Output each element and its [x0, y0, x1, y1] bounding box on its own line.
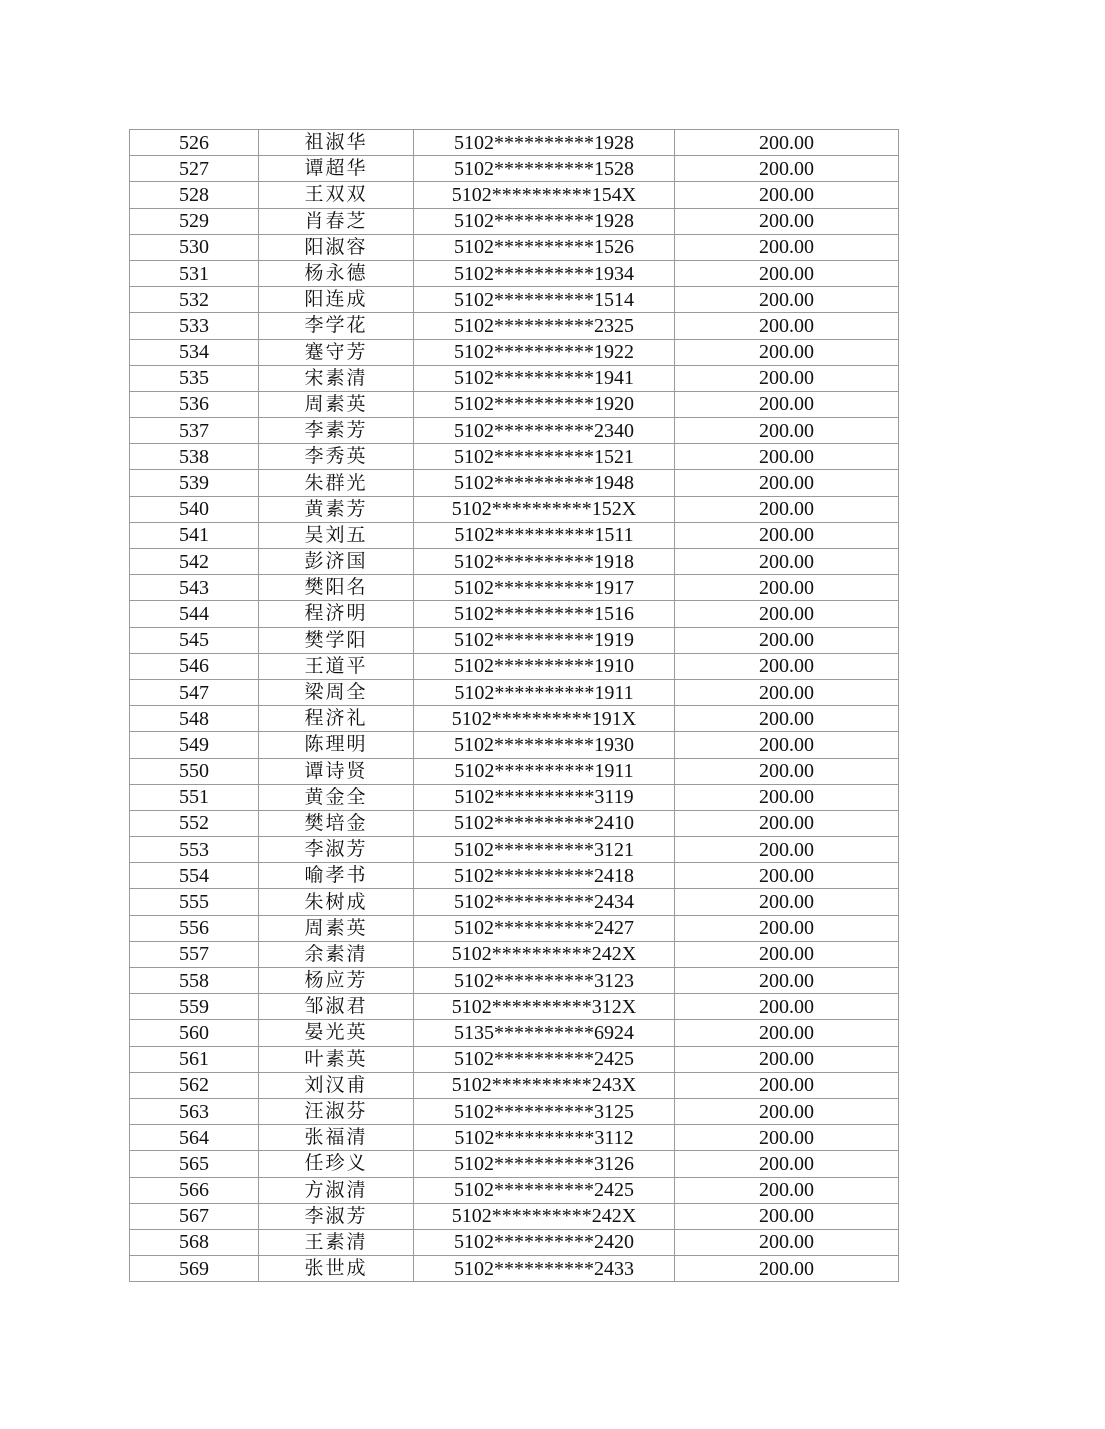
id-number-cell: 5102**********1526: [414, 234, 675, 260]
id-number-cell: 5102**********1911: [414, 679, 675, 705]
name-cell: 王道平: [259, 653, 414, 679]
amount-cell: 200.00: [675, 470, 899, 496]
id-number-cell: 5102**********1911: [414, 758, 675, 784]
table-row: [130, 470, 899, 496]
name-cell: 吴刘五: [259, 522, 414, 548]
id-number-cell: 5102**********1511: [414, 522, 675, 548]
id-number-cell: 5102**********3119: [414, 784, 675, 810]
table-row: [130, 365, 899, 391]
id-number-cell: 5102**********1919: [414, 627, 675, 653]
id-number-cell: 5102**********242X: [414, 941, 675, 967]
name-cell: 杨应芳: [259, 968, 414, 994]
table-row: [130, 653, 899, 679]
table-row: [130, 863, 899, 889]
amount-cell: 200.00: [675, 732, 899, 758]
name-cell: 叶素英: [259, 1046, 414, 1072]
table-row: [130, 784, 899, 810]
row-number-cell: 562: [130, 1072, 259, 1098]
roster-table: [129, 129, 899, 1282]
table-row: [130, 994, 899, 1020]
name-cell: 樊培金: [259, 810, 414, 836]
table-row: [130, 732, 899, 758]
name-cell: 祖淑华: [259, 130, 414, 156]
table-row: [130, 1203, 899, 1229]
table-row: [130, 1151, 899, 1177]
amount-cell: 200.00: [675, 496, 899, 522]
name-cell: 李淑芳: [259, 837, 414, 863]
name-cell: 彭济国: [259, 549, 414, 575]
row-number-cell: 556: [130, 915, 259, 941]
table-row: [130, 444, 899, 470]
id-number-cell: 5102**********3112: [414, 1125, 675, 1151]
name-cell: 樊阳名: [259, 575, 414, 601]
name-cell: 任珍义: [259, 1151, 414, 1177]
row-number-cell: 568: [130, 1229, 259, 1255]
id-number-cell: 5102**********1528: [414, 156, 675, 182]
table-row: [130, 627, 899, 653]
row-number-cell: 549: [130, 732, 259, 758]
table-row: [130, 1256, 899, 1282]
row-number-cell: 555: [130, 889, 259, 915]
amount-cell: 200.00: [675, 130, 899, 156]
table-row: [130, 810, 899, 836]
id-number-cell: 5135**********6924: [414, 1020, 675, 1046]
table-row: [130, 1020, 899, 1046]
row-number-cell: 547: [130, 679, 259, 705]
amount-cell: 200.00: [675, 365, 899, 391]
id-number-cell: 5102**********242X: [414, 1203, 675, 1229]
name-cell: 谭诗贤: [259, 758, 414, 784]
amount-cell: 200.00: [675, 679, 899, 705]
id-number-cell: 5102**********1917: [414, 575, 675, 601]
row-number-cell: 569: [130, 1256, 259, 1282]
amount-cell: 200.00: [675, 391, 899, 417]
amount-cell: 200.00: [675, 653, 899, 679]
name-cell: 宋素清: [259, 365, 414, 391]
id-number-cell: 5102**********1928: [414, 130, 675, 156]
row-number-cell: 551: [130, 784, 259, 810]
name-cell: 刘汉甫: [259, 1072, 414, 1098]
id-number-cell: 5102**********1521: [414, 444, 675, 470]
table-row: [130, 418, 899, 444]
row-number-cell: 548: [130, 706, 259, 732]
name-cell: 杨永德: [259, 260, 414, 286]
amount-cell: 200.00: [675, 313, 899, 339]
row-number-cell: 564: [130, 1125, 259, 1151]
id-number-cell: 5102**********2420: [414, 1229, 675, 1255]
name-cell: 蹇守芳: [259, 339, 414, 365]
row-number-cell: 538: [130, 444, 259, 470]
id-number-cell: 5102**********312X: [414, 994, 675, 1020]
row-number-cell: 543: [130, 575, 259, 601]
table-row: [130, 1177, 899, 1203]
id-number-cell: 5102**********152X: [414, 496, 675, 522]
row-number-cell: 531: [130, 260, 259, 286]
row-number-cell: 550: [130, 758, 259, 784]
id-number-cell: 5102**********3125: [414, 1098, 675, 1124]
amount-cell: 200.00: [675, 601, 899, 627]
name-cell: 阳淑容: [259, 234, 414, 260]
name-cell: 樊学阳: [259, 627, 414, 653]
table-row: [130, 182, 899, 208]
table-row: [130, 1125, 899, 1151]
amount-cell: 200.00: [675, 1256, 899, 1282]
table-row: [130, 941, 899, 967]
amount-cell: 200.00: [675, 627, 899, 653]
row-number-cell: 566: [130, 1177, 259, 1203]
amount-cell: 200.00: [675, 1098, 899, 1124]
id-number-cell: 5102**********2433: [414, 1256, 675, 1282]
name-cell: 李素芳: [259, 418, 414, 444]
row-number-cell: 530: [130, 234, 259, 260]
row-number-cell: 539: [130, 470, 259, 496]
amount-cell: 200.00: [675, 444, 899, 470]
table-row: [130, 156, 899, 182]
name-cell: 谭超华: [259, 156, 414, 182]
id-number-cell: 5102**********3123: [414, 968, 675, 994]
row-number-cell: 537: [130, 418, 259, 444]
amount-cell: 200.00: [675, 758, 899, 784]
row-number-cell: 542: [130, 549, 259, 575]
id-number-cell: 5102**********1920: [414, 391, 675, 417]
name-cell: 梁周全: [259, 679, 414, 705]
table-row: [130, 1229, 899, 1255]
table-row: [130, 234, 899, 260]
id-number-cell: 5102**********154X: [414, 182, 675, 208]
table-row: [130, 496, 899, 522]
amount-cell: 200.00: [675, 968, 899, 994]
name-cell: 周素英: [259, 915, 414, 941]
id-number-cell: 5102**********1941: [414, 365, 675, 391]
table-row: [130, 575, 899, 601]
row-number-cell: 558: [130, 968, 259, 994]
amount-cell: 200.00: [675, 575, 899, 601]
name-cell: 李淑芳: [259, 1203, 414, 1229]
amount-cell: 200.00: [675, 1046, 899, 1072]
amount-cell: 200.00: [675, 1229, 899, 1255]
id-number-cell: 5102**********2434: [414, 889, 675, 915]
amount-cell: 200.00: [675, 549, 899, 575]
amount-cell: 200.00: [675, 863, 899, 889]
id-number-cell: 5102**********1514: [414, 287, 675, 313]
name-cell: 余素清: [259, 941, 414, 967]
name-cell: 阳连成: [259, 287, 414, 313]
row-number-cell: 540: [130, 496, 259, 522]
row-number-cell: 561: [130, 1046, 259, 1072]
row-number-cell: 553: [130, 837, 259, 863]
amount-cell: 200.00: [675, 522, 899, 548]
name-cell: 李秀英: [259, 444, 414, 470]
row-number-cell: 526: [130, 130, 259, 156]
amount-cell: 200.00: [675, 784, 899, 810]
table-row: [130, 339, 899, 365]
table-row: [130, 679, 899, 705]
table-row: [130, 837, 899, 863]
id-number-cell: 5102**********1930: [414, 732, 675, 758]
id-number-cell: 5102**********3126: [414, 1151, 675, 1177]
amount-cell: 200.00: [675, 810, 899, 836]
row-number-cell: 563: [130, 1098, 259, 1124]
table-row: [130, 391, 899, 417]
name-cell: 张世成: [259, 1256, 414, 1282]
id-number-cell: 5102**********1928: [414, 208, 675, 234]
id-number-cell: 5102**********3121: [414, 837, 675, 863]
name-cell: 王素清: [259, 1229, 414, 1255]
name-cell: 周素英: [259, 391, 414, 417]
id-number-cell: 5102**********191X: [414, 706, 675, 732]
amount-cell: 200.00: [675, 208, 899, 234]
id-number-cell: 5102**********1948: [414, 470, 675, 496]
id-number-cell: 5102**********2427: [414, 915, 675, 941]
table-row: [130, 968, 899, 994]
name-cell: 李学花: [259, 313, 414, 339]
amount-cell: 200.00: [675, 1020, 899, 1046]
id-number-cell: 5102**********2425: [414, 1177, 675, 1203]
name-cell: 喻孝书: [259, 863, 414, 889]
table-row: [130, 260, 899, 286]
row-number-cell: 565: [130, 1151, 259, 1177]
table-row: [130, 601, 899, 627]
id-number-cell: 5102**********1516: [414, 601, 675, 627]
row-number-cell: 552: [130, 810, 259, 836]
row-number-cell: 557: [130, 941, 259, 967]
table-row: [130, 1072, 899, 1098]
table-row: [130, 758, 899, 784]
amount-cell: 200.00: [675, 941, 899, 967]
id-number-cell: 5102**********2340: [414, 418, 675, 444]
row-number-cell: 546: [130, 653, 259, 679]
amount-cell: 200.00: [675, 287, 899, 313]
id-number-cell: 5102**********1922: [414, 339, 675, 365]
name-cell: 朱群光: [259, 470, 414, 496]
row-number-cell: 529: [130, 208, 259, 234]
name-cell: 方淑清: [259, 1177, 414, 1203]
table-row: [130, 287, 899, 313]
name-cell: 黄素芳: [259, 496, 414, 522]
id-number-cell: 5102**********1934: [414, 260, 675, 286]
amount-cell: 200.00: [675, 182, 899, 208]
amount-cell: 200.00: [675, 1125, 899, 1151]
row-number-cell: 545: [130, 627, 259, 653]
row-number-cell: 554: [130, 863, 259, 889]
name-cell: 汪淑芬: [259, 1098, 414, 1124]
name-cell: 陈理明: [259, 732, 414, 758]
row-number-cell: 534: [130, 339, 259, 365]
table-row: [130, 313, 899, 339]
amount-cell: 200.00: [675, 260, 899, 286]
row-number-cell: 544: [130, 601, 259, 627]
id-number-cell: 5102**********2425: [414, 1046, 675, 1072]
name-cell: 程济明: [259, 601, 414, 627]
table-row: [130, 208, 899, 234]
row-number-cell: 567: [130, 1203, 259, 1229]
amount-cell: 200.00: [675, 915, 899, 941]
row-number-cell: 527: [130, 156, 259, 182]
id-number-cell: 5102**********1910: [414, 653, 675, 679]
amount-cell: 200.00: [675, 156, 899, 182]
id-number-cell: 5102**********1918: [414, 549, 675, 575]
row-number-cell: 533: [130, 313, 259, 339]
row-number-cell: 559: [130, 994, 259, 1020]
amount-cell: 200.00: [675, 837, 899, 863]
row-number-cell: 535: [130, 365, 259, 391]
table-row: [130, 1098, 899, 1124]
row-number-cell: 536: [130, 391, 259, 417]
name-cell: 朱树成: [259, 889, 414, 915]
amount-cell: 200.00: [675, 1203, 899, 1229]
amount-cell: 200.00: [675, 706, 899, 732]
table-row: [130, 1046, 899, 1072]
id-number-cell: 5102**********2418: [414, 863, 675, 889]
name-cell: 张福清: [259, 1125, 414, 1151]
amount-cell: 200.00: [675, 1072, 899, 1098]
row-number-cell: 541: [130, 522, 259, 548]
name-cell: 王双双: [259, 182, 414, 208]
row-number-cell: 528: [130, 182, 259, 208]
id-number-cell: 5102**********2410: [414, 810, 675, 836]
amount-cell: 200.00: [675, 1177, 899, 1203]
amount-cell: 200.00: [675, 889, 899, 915]
table-row: [130, 706, 899, 732]
table-row: [130, 549, 899, 575]
row-number-cell: 532: [130, 287, 259, 313]
name-cell: 晏光英: [259, 1020, 414, 1046]
amount-cell: 200.00: [675, 339, 899, 365]
name-cell: 肖春芝: [259, 208, 414, 234]
roster-table-body: [130, 130, 899, 1282]
table-row: [130, 889, 899, 915]
table-row: [130, 522, 899, 548]
amount-cell: 200.00: [675, 1151, 899, 1177]
name-cell: 黄金全: [259, 784, 414, 810]
table-row: [130, 130, 899, 156]
amount-cell: 200.00: [675, 418, 899, 444]
id-number-cell: 5102**********243X: [414, 1072, 675, 1098]
name-cell: 程济礼: [259, 706, 414, 732]
amount-cell: 200.00: [675, 994, 899, 1020]
name-cell: 邹淑君: [259, 994, 414, 1020]
id-number-cell: 5102**********2325: [414, 313, 675, 339]
table-row: [130, 915, 899, 941]
amount-cell: 200.00: [675, 234, 899, 260]
row-number-cell: 560: [130, 1020, 259, 1046]
